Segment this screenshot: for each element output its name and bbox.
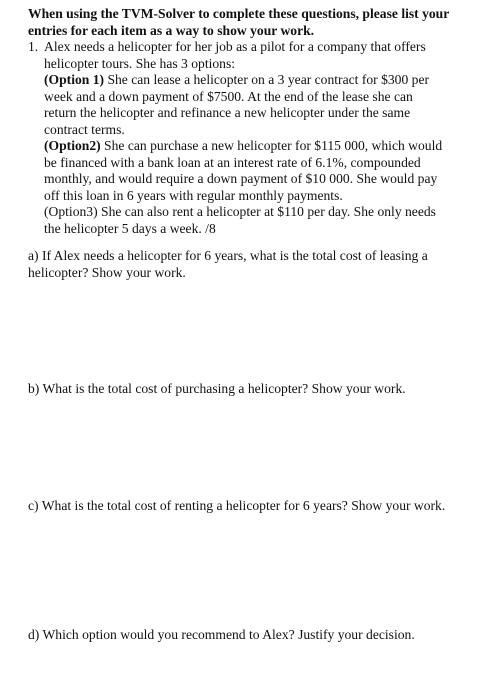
instructions: When using the TVM-Solver to complete these questions, please list your entries for each item as a way to show your work. (28, 6, 450, 38)
part-a-question: a) If Alex needs a helicopter for 6 years, what is the total cost of leasing a helicopter? Show your work. (28, 248, 428, 280)
question-intro: Alex needs a helicopter for her job as a pilot for a company that offers helicopter tours. She has 3 options: (44, 39, 426, 71)
option-2-text: She can purchase a new helicopter for $115 000, which would be financed with a bank loan at an interest rate of 6.1%, compounded monthly, and would require a down payment of $10 000. She would pay off this loan in 6 years with regular monthly payments. (44, 138, 443, 203)
option-1 (44, 72, 448, 138)
question-1 (28, 39, 448, 237)
question-body (44, 39, 448, 237)
option-2 (44, 138, 448, 204)
question-number: 1. (28, 39, 39, 54)
option-1-text: She can lease a helicopter on a 3 year contract for $300 per week and a down payment of $7500. At the end of the lease she can return the helicopter and refinance a new helicopter under the same contract terms. (44, 72, 430, 137)
part-b-question: b) What is the total cost of purchasing a helicopter? Show your work. (28, 381, 406, 396)
part-c-question: c) What is the total cost of renting a helicopter for 6 years? Show your work. (28, 498, 446, 513)
option-3: (Option3) She can also rent a helicopter at $110 per day. She only needs the helicopter 5 days a week. /8 (44, 204, 436, 236)
option-1-label: (Option 1) (44, 72, 105, 87)
option-2-label: (Option2) (44, 138, 101, 153)
part-d-question: d) Which option would you recommend to Alex? Justify your decision. (28, 627, 415, 642)
